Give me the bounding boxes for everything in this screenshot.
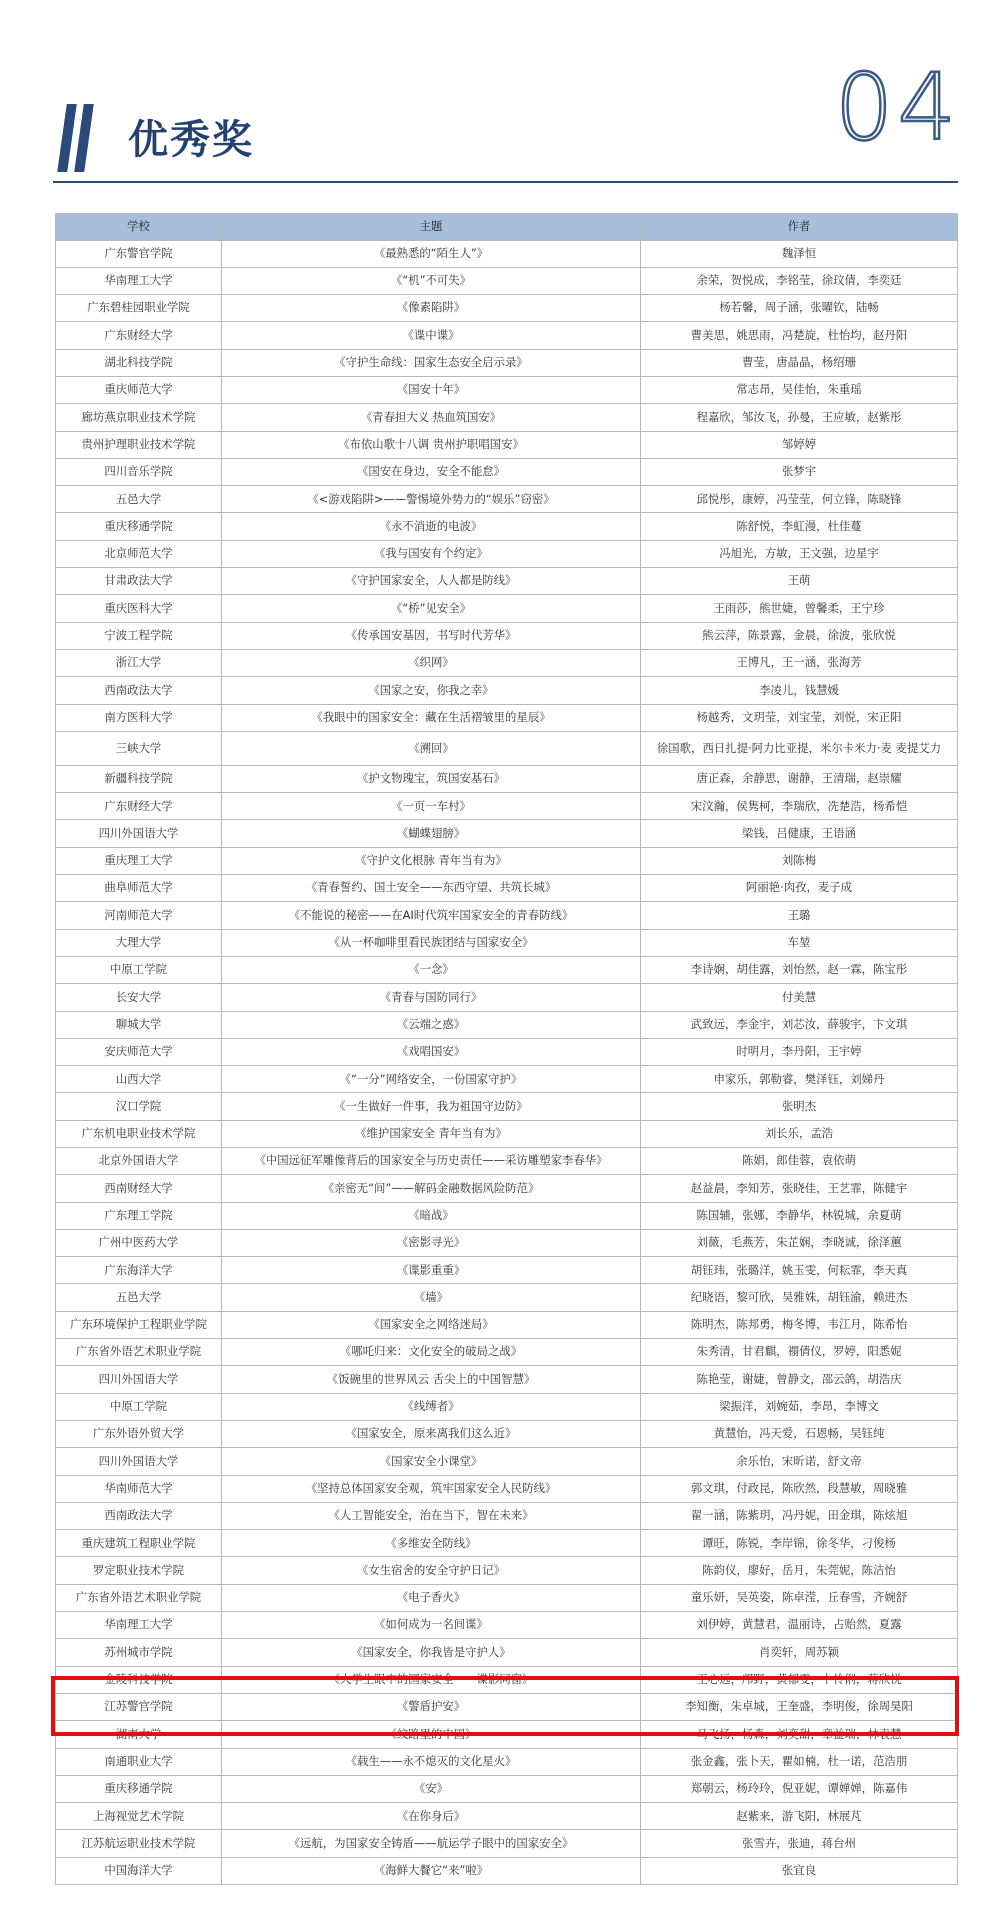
cell-theme: 《守护国家安全，人人都是防线》 bbox=[222, 568, 641, 595]
cell-theme: 《线缚者》 bbox=[222, 1393, 641, 1420]
cell-school: 广东省外语艺术职业学院 bbox=[56, 1339, 222, 1366]
cell-author: 郑朝云，杨玲玲，倪亚妮，谭婵婵，陈嘉伟 bbox=[641, 1775, 958, 1802]
table-row bbox=[56, 622, 958, 649]
cell-theme: 《戏唱国安》 bbox=[222, 1038, 641, 1065]
cell-theme: 《“桥”见安全》 bbox=[222, 595, 641, 622]
cell-author: 冯旭光，方敏，王文强，边星宇 bbox=[641, 540, 958, 567]
table-row bbox=[56, 1366, 958, 1393]
cell-author: 梁钱，吕健康，王语涵 bbox=[641, 820, 958, 847]
table-row bbox=[56, 1284, 958, 1311]
cell-theme: 《“一分”网络安全，一份国家守护》 bbox=[222, 1066, 641, 1093]
cell-author: 张金鑫，张卜天，瞿如楠，杜一诺，范浩朋 bbox=[641, 1748, 958, 1775]
cell-author: 邱悦彤，康婷，冯莹莹，何立锋，陈晓锋 bbox=[641, 486, 958, 513]
table-row bbox=[56, 1202, 958, 1229]
cell-school: 贵州护理职业技术学院 bbox=[56, 431, 222, 458]
cell-school: 四川外国语大学 bbox=[56, 1448, 222, 1475]
cell-school: 五邑大学 bbox=[56, 486, 222, 513]
table-row bbox=[56, 1120, 958, 1147]
cell-school: 金陵科技学院 bbox=[56, 1666, 222, 1693]
cell-author: 胡钰玮，张璐洋，姚玉雯，何耘霏，李天真 bbox=[641, 1257, 958, 1284]
table-row bbox=[56, 1584, 958, 1611]
cell-school: 广东环境保护工程职业学院 bbox=[56, 1311, 222, 1338]
cell-author: 陈韵仪，廖好，岳月，朱莞妮，陈洁怡 bbox=[641, 1557, 958, 1584]
cell-author: 杨若馨，周子涵，张曜钦，陆畅 bbox=[641, 295, 958, 322]
cell-school: 西南财经大学 bbox=[56, 1175, 222, 1202]
cell-theme: 《暗战》 bbox=[222, 1202, 641, 1229]
cell-school: 华南理工大学 bbox=[56, 1612, 222, 1639]
cell-school: 广东省外语艺术职业学院 bbox=[56, 1584, 222, 1611]
cell-author: 余荣，贺悦成，李铭莹，徐玟倩，李奕廷 bbox=[641, 267, 958, 294]
table-row bbox=[56, 1420, 958, 1447]
cell-author: 武致远，李金宇，刘芯汝，薛骏宇，卞文琪 bbox=[641, 1011, 958, 1038]
table-row bbox=[56, 376, 958, 403]
cell-theme: 《女生宿舍的安全守护日记》 bbox=[222, 1557, 641, 1584]
table-row bbox=[56, 731, 958, 765]
cell-theme: 《青春担大义 热血筑国安》 bbox=[222, 404, 641, 431]
cell-school: 中原工学院 bbox=[56, 956, 222, 983]
cell-theme: 《<游戏陷阱>——警惕境外势力的“娱乐”窃密》 bbox=[222, 486, 641, 513]
cell-author: 程嘉欣，邹汝飞，孙曼，王应敏，赵紫彤 bbox=[641, 404, 958, 431]
cell-author: 陈艳莹，谢婕，曾静文，邵云鸽，胡浩庆 bbox=[641, 1366, 958, 1393]
table-row bbox=[56, 1475, 958, 1502]
table-row bbox=[56, 1066, 958, 1093]
cell-theme: 《纹路里的中国》 bbox=[222, 1721, 641, 1748]
cell-school: 北京外国语大学 bbox=[56, 1148, 222, 1175]
cell-school: 中原工学院 bbox=[56, 1393, 222, 1420]
cell-school: 南通职业大学 bbox=[56, 1748, 222, 1775]
cell-theme: 《像素陷阱》 bbox=[222, 295, 641, 322]
cell-author: 刘陈梅 bbox=[641, 847, 958, 874]
cell-school: 重庆理工大学 bbox=[56, 847, 222, 874]
cell-author: 黄慧怡，冯天爱，石恩畅，吴钰纯 bbox=[641, 1420, 958, 1447]
table-row bbox=[56, 240, 958, 267]
cell-school: 重庆师范大学 bbox=[56, 376, 222, 403]
table-row bbox=[56, 704, 958, 731]
cell-author: 魏泽恒 bbox=[641, 240, 958, 267]
table-row bbox=[56, 1011, 958, 1038]
cell-school: 罗定职业技术学院 bbox=[56, 1557, 222, 1584]
cell-author: 张雪卉，张迪，蒋台州 bbox=[641, 1830, 958, 1857]
cell-school: 广东海洋大学 bbox=[56, 1257, 222, 1284]
cell-school: 甘肃政法大学 bbox=[56, 568, 222, 595]
cell-school: 三峡大学 bbox=[56, 731, 222, 765]
table-row bbox=[56, 431, 958, 458]
cell-author: 余乐怡，宋昕诺，舒文帝 bbox=[641, 1448, 958, 1475]
cell-author: 陈明杰，陈邦勇，梅冬博，韦江月，陈希怡 bbox=[641, 1311, 958, 1338]
cell-author: 翟一涵，陈紫玥，冯丹妮，田金琪，陈炫旭 bbox=[641, 1502, 958, 1529]
cell-theme: 《一生做好一件事，我为祖国守边防》 bbox=[222, 1093, 641, 1120]
cell-author: 李诗娴，胡佳露，刘怡然，赵一霖，陈宝彤 bbox=[641, 956, 958, 983]
table-row bbox=[56, 1038, 958, 1065]
cell-author: 熊云萍，陈景露，金晨，徐波，张欣悦 bbox=[641, 622, 958, 649]
cell-author: 马飞扬，杨森，刘奕甜，章益瑞，林袁慧 bbox=[641, 1721, 958, 1748]
cell-school: 上海视觉艺术学院 bbox=[56, 1803, 222, 1830]
table-row bbox=[56, 513, 958, 540]
cell-author: 王心远，邝野，黄郁雯，卜怜俐，蒋欣悦 bbox=[641, 1666, 958, 1693]
cell-author: 童乐妍，吴英姿，陈卓滢，丘春雪，齐婉舒 bbox=[641, 1584, 958, 1611]
cell-school: 重庆移通学院 bbox=[56, 1775, 222, 1802]
cell-author: 肖奕轩，周苏颖 bbox=[641, 1639, 958, 1666]
cell-school: 河南师范大学 bbox=[56, 902, 222, 929]
cell-theme: 《墙》 bbox=[222, 1284, 641, 1311]
cell-theme: 《一页一车村》 bbox=[222, 793, 641, 820]
cell-author: 陈舒悦，李虹漫，杜佳蔓 bbox=[641, 513, 958, 540]
cell-school: 广东外语外贸大学 bbox=[56, 1420, 222, 1447]
cell-author: 时明月，李丹阳，王宇婷 bbox=[641, 1038, 958, 1065]
cell-school: 广东警官学院 bbox=[56, 240, 222, 267]
cell-theme: 《护文物瑰宝，筑国安基石》 bbox=[222, 765, 641, 792]
cell-school: 重庆建筑工程职业学院 bbox=[56, 1530, 222, 1557]
table-row bbox=[56, 1502, 958, 1529]
cell-school: 汉口学院 bbox=[56, 1093, 222, 1120]
table-row bbox=[56, 1803, 958, 1830]
cell-school: 聊城大学 bbox=[56, 1011, 222, 1038]
cell-author: 曹莹，唐晶晶，杨绍珊 bbox=[641, 349, 958, 376]
cell-author: 梁振洋，刘婉茹，李昂，李博文 bbox=[641, 1393, 958, 1420]
cell-author: 李知衡，朱卓城，王奎盛，李明俊，徐周昊阳 bbox=[641, 1693, 958, 1720]
cell-theme: 《远航，为国家安全铸盾——航运学子眼中的国家安全》 bbox=[222, 1830, 641, 1857]
cell-school: 西南政法大学 bbox=[56, 1502, 222, 1529]
cell-theme: 《电子香火》 bbox=[222, 1584, 641, 1611]
cell-school: 大理大学 bbox=[56, 929, 222, 956]
cell-author: 阿丽艳·肉孜，麦子成 bbox=[641, 875, 958, 902]
cell-theme: 《在你身后》 bbox=[222, 1803, 641, 1830]
cell-theme: 《人工智能安全，治在当下，智在未来》 bbox=[222, 1502, 641, 1529]
cell-author: 杨越秀，文玥莹，刘宝莹，刘悦，宋正阳 bbox=[641, 704, 958, 731]
table-row bbox=[56, 1448, 958, 1475]
table-row bbox=[56, 847, 958, 874]
cell-author: 徐国歌，西日扎提·阿力比亚提，米尔卡米力·麦 麦提艾力 bbox=[641, 731, 958, 765]
cell-school: 新疆科技学院 bbox=[56, 765, 222, 792]
cell-theme: 《守护文化根脉 青年当有为》 bbox=[222, 847, 641, 874]
table-row bbox=[56, 902, 958, 929]
cell-theme: 《密影寻光》 bbox=[222, 1229, 641, 1256]
table-body bbox=[56, 240, 958, 1885]
cell-theme: 《谍中谍》 bbox=[222, 322, 641, 349]
cell-author: 刘薇，毛燕芳，朱芷娴，李晓诚，徐泽蕙 bbox=[641, 1229, 958, 1256]
cell-author: 刘伊婷，黄慧君，温丽诗，占贻然，夏露 bbox=[641, 1612, 958, 1639]
cell-author: 赵益晨，李知芳，张晓佳，王艺霏，陈健宇 bbox=[641, 1175, 958, 1202]
cell-theme: 《载生——永不熄灭的文化星火》 bbox=[222, 1748, 641, 1775]
table-row bbox=[56, 486, 958, 513]
cell-school: 浙江大学 bbox=[56, 649, 222, 676]
table-row bbox=[56, 1748, 958, 1775]
cell-author: 李凌儿，钱慧媛 bbox=[641, 677, 958, 704]
cell-author: 宋汶瀚，侯隽柯，李瑞欣，冼楚浩，杨希恺 bbox=[641, 793, 958, 820]
cell-theme: 《织网》 bbox=[222, 649, 641, 676]
cell-author: 纪晓语，黎可欣，吴雅姝，胡钰渝，赖进杰 bbox=[641, 1284, 958, 1311]
cell-theme: 《国家之安，你我之幸》 bbox=[222, 677, 641, 704]
table-row bbox=[56, 349, 958, 376]
table-row bbox=[56, 1093, 958, 1120]
cell-author: 赵紫来，游飞阳，林展芃 bbox=[641, 1803, 958, 1830]
cell-school: 南方医科大学 bbox=[56, 704, 222, 731]
cell-theme: 《国安在身边，安全不能怠》 bbox=[222, 458, 641, 485]
cell-theme: 《国家安全，你我皆是守护人》 bbox=[222, 1639, 641, 1666]
cell-author: 王璐 bbox=[641, 902, 958, 929]
cell-theme: 《亲密无“间”——解码金融数据风险防范》 bbox=[222, 1175, 641, 1202]
table-row bbox=[56, 1557, 958, 1584]
table-row bbox=[56, 540, 958, 567]
table-row bbox=[56, 820, 958, 847]
cell-school: 四川外国语大学 bbox=[56, 820, 222, 847]
cell-theme: 《守护生命线：国家生态安全启示录》 bbox=[222, 349, 641, 376]
cell-theme: 《国家安全小课堂》 bbox=[222, 1448, 641, 1475]
cell-school: 重庆移通学院 bbox=[56, 513, 222, 540]
cell-school: 廊坊燕京职业技术学院 bbox=[56, 404, 222, 431]
cell-school: 苏州城市学院 bbox=[56, 1639, 222, 1666]
page-header bbox=[0, 0, 998, 185]
cell-theme: 《饭碗里的世界风云 舌尖上的中国智慧》 bbox=[222, 1366, 641, 1393]
table-row bbox=[56, 765, 958, 792]
cell-theme: 《一念》 bbox=[222, 956, 641, 983]
cell-school: 广东碧桂园职业学院 bbox=[56, 295, 222, 322]
cell-school: 广东理工学院 bbox=[56, 1202, 222, 1229]
header-divider bbox=[53, 181, 958, 183]
cell-author: 王雨莎，熊世婕，曾馨柔，王宁珍 bbox=[641, 595, 958, 622]
table-row bbox=[56, 1830, 958, 1857]
cell-school: 广州中医药大学 bbox=[56, 1229, 222, 1256]
cell-theme: 《大学生眼中的国家安全——谍影同窗》 bbox=[222, 1666, 641, 1693]
cell-theme: 《从一杯咖啡里看民族团结与国家安全》 bbox=[222, 929, 641, 956]
table-row bbox=[56, 1229, 958, 1256]
table-row bbox=[56, 458, 958, 485]
cell-theme: 《青春誓约、国土安全——东西守望、共筑长城》 bbox=[222, 875, 641, 902]
table-row bbox=[56, 1530, 958, 1557]
cell-school: 安庆师范大学 bbox=[56, 1038, 222, 1065]
table-row bbox=[56, 404, 958, 431]
cell-school: 四川音乐学院 bbox=[56, 458, 222, 485]
cell-author: 陈国辅，张娜，李静华，林锐城，余夏萌 bbox=[641, 1202, 958, 1229]
cell-school: 华南理工大学 bbox=[56, 267, 222, 294]
table-row bbox=[56, 649, 958, 676]
table-row bbox=[56, 793, 958, 820]
cell-theme: 《蝴蝶翅膀》 bbox=[222, 820, 641, 847]
cell-author: 郭文琪，付政昆，陈欣然，段慧敏，周晓雅 bbox=[641, 1475, 958, 1502]
cell-school: 广东财经大学 bbox=[56, 793, 222, 820]
table-row bbox=[56, 1393, 958, 1420]
cell-theme: 《永不消逝的电波》 bbox=[222, 513, 641, 540]
cell-author: 张梦宇 bbox=[641, 458, 958, 485]
cell-theme: 《“机”不可失》 bbox=[222, 267, 641, 294]
cell-school: 北京师范大学 bbox=[56, 540, 222, 567]
cell-author: 唐正森，余静思，谢静，王清瑞，赵崇耀 bbox=[641, 765, 958, 792]
table-row bbox=[56, 875, 958, 902]
cell-theme: 《维护国家安全 青年当有为》 bbox=[222, 1120, 641, 1147]
cell-author: 常志昂，吴佳怡，朱重瑶 bbox=[641, 376, 958, 403]
table-row bbox=[56, 568, 958, 595]
cell-theme: 《国家安全之网络迷局》 bbox=[222, 1311, 641, 1338]
table-row bbox=[56, 1175, 958, 1202]
cell-theme: 《哪吒归来：文化安全的破局之战》 bbox=[222, 1339, 641, 1366]
cell-author: 车堃 bbox=[641, 929, 958, 956]
cell-author: 付美慧 bbox=[641, 984, 958, 1011]
table-row bbox=[56, 1311, 958, 1338]
cell-author: 邹婷婷 bbox=[641, 431, 958, 458]
table-row bbox=[56, 956, 958, 983]
cell-theme: 《多维安全防线》 bbox=[222, 1530, 641, 1557]
cell-theme: 《谍影重重》 bbox=[222, 1257, 641, 1284]
column-header-school: 学校 bbox=[56, 214, 222, 241]
cell-school: 江苏警官学院 bbox=[56, 1693, 222, 1720]
cell-author: 谭旺，陈锐，李岸锦，徐冬华，刁俊杨 bbox=[641, 1530, 958, 1557]
cell-theme: 《海鲜大餐它“来”啦》 bbox=[222, 1857, 641, 1884]
cell-school: 四川外国语大学 bbox=[56, 1366, 222, 1393]
cell-author: 张明杰 bbox=[641, 1093, 958, 1120]
cell-author: 张宜良 bbox=[641, 1857, 958, 1884]
table-row bbox=[56, 1612, 958, 1639]
table-row bbox=[56, 1339, 958, 1366]
cell-theme: 《不能说的秘密——在AI时代筑牢国家安全的青春防线》 bbox=[222, 902, 641, 929]
table-row bbox=[56, 322, 958, 349]
cell-theme: 《溯回》 bbox=[222, 731, 641, 765]
column-header-author: 作者 bbox=[641, 214, 958, 241]
cell-school: 华南师范大学 bbox=[56, 1475, 222, 1502]
cell-school: 湖南大学 bbox=[56, 1721, 222, 1748]
cell-school: 重庆医科大学 bbox=[56, 595, 222, 622]
cell-school: 广东财经大学 bbox=[56, 322, 222, 349]
cell-theme: 《传承国安基因，书写时代芳华》 bbox=[222, 622, 641, 649]
table-row bbox=[56, 295, 958, 322]
cell-school: 五邑大学 bbox=[56, 1284, 222, 1311]
cell-theme: 《警盾护安》 bbox=[222, 1693, 641, 1720]
cell-school: 山西大学 bbox=[56, 1066, 222, 1093]
cell-author: 王博凡，王一涵，张海芳 bbox=[641, 649, 958, 676]
cell-theme: 《布依山歌十八调 贵州护职唱国安》 bbox=[222, 431, 641, 458]
table-row bbox=[56, 1775, 958, 1802]
cell-theme: 《最熟悉的“陌生人”》 bbox=[222, 240, 641, 267]
awards-table bbox=[55, 213, 958, 1885]
table-row bbox=[56, 677, 958, 704]
cell-author: 王萌 bbox=[641, 568, 958, 595]
cell-theme: 《我眼中的国家安全：藏在生活褶皱里的星辰》 bbox=[222, 704, 641, 731]
section-number: 04 bbox=[834, 54, 960, 161]
page-title: 优秀奖 bbox=[128, 117, 254, 163]
cell-theme: 《云端之惑》 bbox=[222, 1011, 641, 1038]
cell-theme: 《坚持总体国家安全观，筑牢国家安全人民防线》 bbox=[222, 1475, 641, 1502]
cell-author: 申家乐，郭勒睿，樊泽钰，刘娣丹 bbox=[641, 1066, 958, 1093]
cell-author: 曹美思，姚思雨，冯楚旋，杜怡均，赵丹阳 bbox=[641, 322, 958, 349]
cell-theme: 《国安十年》 bbox=[222, 376, 641, 403]
cell-school: 长安大学 bbox=[56, 984, 222, 1011]
cell-theme: 《如何成为一名间谍》 bbox=[222, 1612, 641, 1639]
cell-school: 江苏航运职业技术学院 bbox=[56, 1830, 222, 1857]
column-header-theme: 主题 bbox=[222, 214, 641, 241]
cell-theme: 《我与国安有个约定》 bbox=[222, 540, 641, 567]
cell-school: 曲阜师范大学 bbox=[56, 875, 222, 902]
cell-school: 湖北科技学院 bbox=[56, 349, 222, 376]
table-row bbox=[56, 1639, 958, 1666]
cell-theme: 《安》 bbox=[222, 1775, 641, 1802]
cell-theme: 《中国远征军雕像背后的国家安全与历史责任——采访雕塑家李春华》 bbox=[222, 1148, 641, 1175]
table-row bbox=[56, 267, 958, 294]
cell-school: 宁波工程学院 bbox=[56, 622, 222, 649]
table-row bbox=[56, 984, 958, 1011]
cell-author: 刘长乐，孟浩 bbox=[641, 1120, 958, 1147]
table-row bbox=[56, 595, 958, 622]
cell-school: 西南政法大学 bbox=[56, 677, 222, 704]
highlight-box bbox=[51, 1676, 959, 1736]
cell-theme: 《青春与国防同行》 bbox=[222, 984, 641, 1011]
cell-theme: 《国家安全，原来离我们这么近》 bbox=[222, 1420, 641, 1447]
table-header-row bbox=[56, 214, 958, 241]
cell-school: 中国海洋大学 bbox=[56, 1857, 222, 1884]
cell-school: 广东机电职业技术学院 bbox=[56, 1120, 222, 1147]
cell-author: 朱秀清，甘君麒，禤倩仪，罗婷，阳悉妮 bbox=[641, 1339, 958, 1366]
table-row bbox=[56, 1148, 958, 1175]
awards-table-container bbox=[55, 213, 957, 1885]
table-row bbox=[56, 1257, 958, 1284]
table-row bbox=[56, 1857, 958, 1884]
cell-author: 陈娟，郎佳蓉，袁依萌 bbox=[641, 1148, 958, 1175]
table-row bbox=[56, 929, 958, 956]
